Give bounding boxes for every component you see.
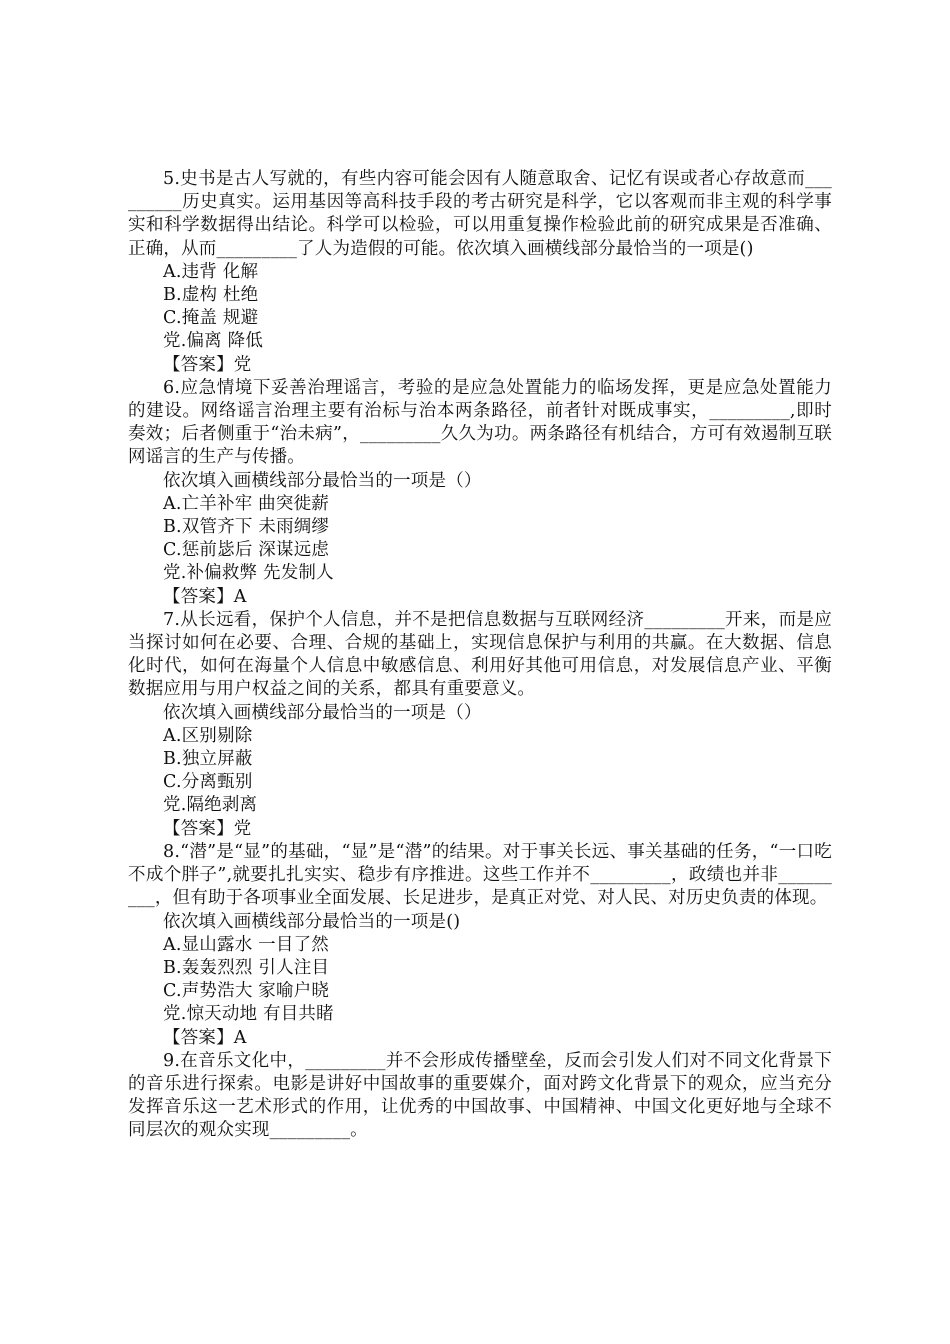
document-page <box>128 168 832 1143</box>
question-prompt: 依次填入画横线部分最恰当的一项是() <box>163 911 461 932</box>
question-7 <box>128 609 832 841</box>
question-9 <box>128 1050 832 1143</box>
option-b: B.双管齐下 未雨绸缪 <box>163 517 330 538</box>
option-d: 党.隔绝剥离 <box>163 795 258 816</box>
question-stem: 5.史书是古人写就的，有些内容可能会因有人随意取舍、记忆有误或者心存故意而_________历史真实。运用基因等高科技手段的考古研究是科学，它以客观而非主观的科学事实和科学数据得出结论。科学可以检验，可以用重复操作检验此前的研究成果是否准确、正确，从而_________了人为造假的可能。依次填入画横线部分最恰当的一项是() <box>128 169 832 259</box>
option-c: C.分离甄别 <box>163 772 253 793</box>
question-5 <box>128 168 832 377</box>
question-prompt: 依次填入画横线部分最恰当的一项是（） <box>163 702 482 723</box>
option-b: B.虚构 杜绝 <box>163 285 259 306</box>
answer-line: 【答案】A <box>163 1027 247 1048</box>
option-b: B.轰轰烈烈 引人注目 <box>163 957 330 978</box>
question-stem: 7.从长远看，保护个人信息，并不是把信息数据与互联网经济_________开来，而是应当探讨如何在必要、合理、合规的基础上，实现信息保护与利用的共赢。在大数据、信息化时代，如何在海量个人信息中敏感信息、利用好其他可用信息，对发展信息产业、平衡数据应用与用户权益之间的关系，都具有重要意义。 <box>128 609 832 700</box>
answer-line: 【答案】党 <box>163 354 252 375</box>
answer-line: 【答案】党 <box>163 818 252 839</box>
question-stem: 9.在音乐文化中，_________并不会形成传播壁垒，反而会引发人们对不同文化背景下的音乐进行探索。电影是讲好中国故事的重要媒介，面对跨文化背景下的观众，应当充分发挥音乐这一艺术形式的作用，让优秀的中国故事、中国精神、中国文化更好地与全球不同层次的观众实现_________。 <box>128 1050 832 1141</box>
option-c: C.掩盖 规避 <box>163 308 259 329</box>
option-a: A.违背 化解 <box>163 261 259 282</box>
option-d: 党.惊天动地 有目共睹 <box>163 1004 334 1025</box>
question-stem: 8.“潜”是“显”的基础，“显”是“潜”的结果。对于事关长远、事关基础的任务，“一口吃不成个胖子”,就要扎扎实实、稳步有序推进。这些工作并不_________，政绩也并非_________，但有助于各项事业全面发展、长足进步，是真正对党、对人民、对历史负责的体现。 <box>128 841 832 909</box>
question-prompt: 依次填入画横线部分最恰当的一项是（） <box>163 470 482 491</box>
option-b: B.独立屏蔽 <box>163 749 253 770</box>
option-c: C.惩前毖后 深谋远虑 <box>163 540 330 561</box>
option-d: 党.补偏救弊 先发制人 <box>163 563 334 584</box>
question-stem: 6.应急情境下妥善治理谣言，考验的是应急处置能力的临场发挥，更是应急处置能力的建设。网络谣言治理主要有治标与治本两条路径，前者针对既成事实，_________,即时奏效；后者侧重于“治未病”，_________久久为功。两条路径有机结合，方可有效遏制互联网谣言的生产与传播。 <box>128 377 832 468</box>
option-a: A.显山露水 一目了然 <box>163 934 329 955</box>
question-8 <box>128 841 832 1050</box>
option-a: A.区别剔除 <box>163 725 253 746</box>
option-c: C.声势浩大 家喻户晓 <box>163 981 330 1002</box>
option-d: 党.偏离 降低 <box>163 331 264 352</box>
question-6 <box>128 377 832 609</box>
option-a: A.亡羊补牢 曲突徙薪 <box>163 493 329 514</box>
answer-line: 【答案】A <box>163 586 247 607</box>
